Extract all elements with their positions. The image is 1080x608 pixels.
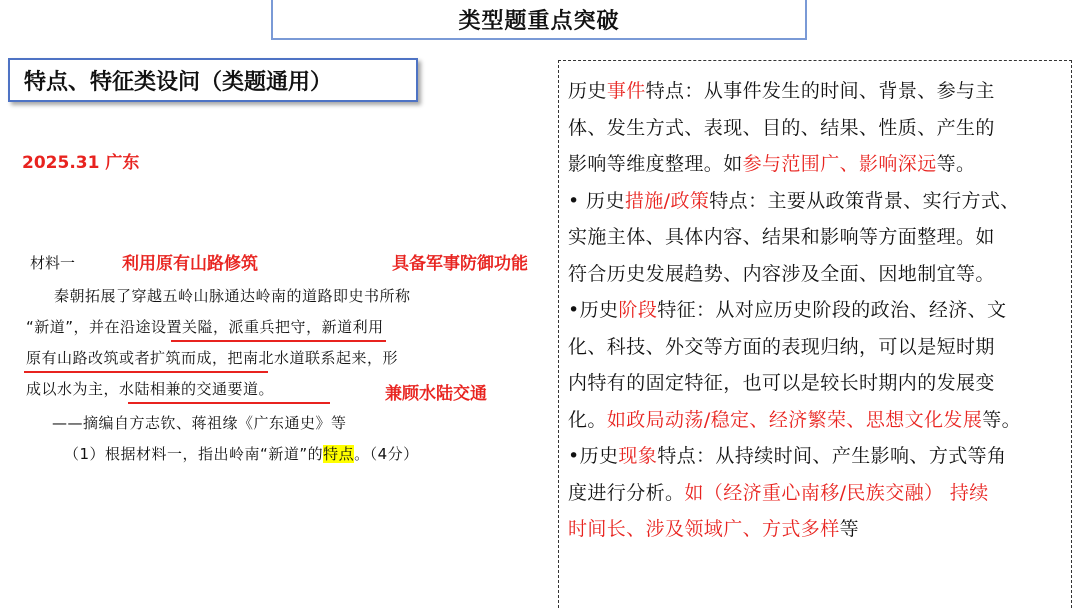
underline-water bbox=[128, 402, 330, 404]
stage-prefix: •历史 bbox=[568, 299, 619, 321]
event-desc-2: 影响等维度整理。如 bbox=[568, 153, 743, 175]
stage-line-2: 化、科技、外交等方面的表现归纳，可以是短时期 bbox=[568, 335, 995, 358]
characteristics-panel bbox=[558, 60, 1072, 608]
phenomenon-line-3 bbox=[568, 511, 1063, 548]
event-line-3 bbox=[568, 146, 1063, 183]
material-line-4a: 成以水为主， bbox=[26, 380, 120, 398]
material-line-3a: 原有山路改筑或者扩筑而成 bbox=[26, 349, 213, 367]
material-line-3 bbox=[26, 348, 398, 368]
policy-line-3: 符合历史发展趋势、内容涉及全面、因地制宜等。 bbox=[568, 262, 995, 285]
phenomenon-keyword: 现象 bbox=[618, 445, 658, 467]
material-line-4 bbox=[26, 379, 274, 399]
policy-line-2: 实施主体、具体内容、结果和影响等方面整理。如 bbox=[568, 226, 995, 248]
stage-desc: 特征：从对应历史阶段的政治、经济、文 bbox=[657, 299, 1007, 321]
slide-title bbox=[271, 0, 807, 40]
material-line-1: 秦朝拓展了穿越五岭山脉通达岭南的道路即史书所称 bbox=[54, 287, 411, 305]
stage-line-1 bbox=[568, 292, 1063, 329]
stage-example: 如政局动荡/稳定、经济繁荣、思想文化发展 bbox=[606, 408, 983, 431]
phenomenon-line-1 bbox=[568, 438, 1063, 475]
question-1-text: （1）根据材料一，指出岭南“新道”的 bbox=[64, 445, 324, 463]
annotation-road: 利用原有山路修筑 bbox=[122, 254, 258, 274]
policy-keyword: 措施/政策 bbox=[624, 189, 710, 212]
underline-pass bbox=[171, 340, 386, 342]
material-line-2b: 途设置关隘，派重兵把守 bbox=[135, 318, 307, 336]
stage-end: 等。 bbox=[982, 408, 1022, 431]
policy-prefix: • 历史 bbox=[568, 189, 625, 212]
question-1-score: 。（4分） bbox=[354, 445, 419, 463]
material-source: ——摘编自方志钦、蒋祖缘《广东通史》等 bbox=[52, 414, 347, 432]
phenomenon-prefix: •历史 bbox=[568, 445, 619, 467]
stage-line-3: 内特有的固定特征，也可以是较长时期内的发展变 bbox=[568, 372, 995, 394]
slide-title-text: 类型题重点突破 bbox=[458, 8, 620, 34]
event-example: 参与范围广、影响深远 bbox=[742, 153, 937, 175]
material-label: 材料一 bbox=[30, 254, 76, 272]
stage-keyword: 阶段 bbox=[618, 299, 658, 321]
stage-desc-2: 化。 bbox=[568, 408, 607, 431]
material-line-3b: ，把南北水道联系起来，形 bbox=[212, 349, 399, 367]
phenomenon-end: 等 bbox=[839, 518, 860, 540]
event-keyword: 事件 bbox=[606, 80, 646, 102]
event-end: 等。 bbox=[936, 153, 976, 175]
stage-line-4 bbox=[568, 402, 1063, 439]
section-heading bbox=[8, 58, 418, 102]
event-line-1 bbox=[568, 73, 1063, 110]
phenomenon-desc: 特点：从持续时间、产生影响、方式等角 bbox=[657, 445, 1007, 467]
policy-line-1 bbox=[568, 183, 1063, 220]
material-line-2a: “新道”，并在沿 bbox=[26, 318, 136, 336]
section-heading-text: 特点、特征类设问（类题通用） bbox=[24, 69, 333, 95]
policy-desc: 特点：主要从政策背景、实行方式、 bbox=[709, 189, 1020, 212]
phenomenon-example-2: 时间长、涉及领域广、方式多样 bbox=[568, 518, 840, 540]
phenomenon-example-1: 如（经济重心南移/民族交融） 持续 bbox=[684, 481, 989, 504]
material-line-2 bbox=[26, 317, 384, 337]
event-line-2: 体、发生方式、表现、目的、结果、性质、产生的 bbox=[568, 116, 995, 139]
event-prefix: 历史 bbox=[568, 80, 607, 102]
material-line-2c: ，新道利用 bbox=[306, 318, 384, 336]
material-line-4b: 水陆相兼的交通要道。 bbox=[119, 380, 275, 398]
question-1-keyword: 特点 bbox=[323, 445, 355, 463]
question-1 bbox=[64, 444, 419, 464]
event-desc: 特点：从事件发生的时间、背景、参与主 bbox=[645, 80, 995, 102]
phenomenon-line-2 bbox=[568, 475, 1063, 512]
source-date: 2025.31 广东 bbox=[22, 153, 140, 173]
annotation-water: 兼顾水陆交通 bbox=[385, 384, 487, 404]
underline-road bbox=[24, 371, 268, 373]
phenomenon-desc-2: 度进行分析。 bbox=[568, 481, 685, 504]
annotation-military: 具备军事防御功能 bbox=[392, 254, 528, 274]
